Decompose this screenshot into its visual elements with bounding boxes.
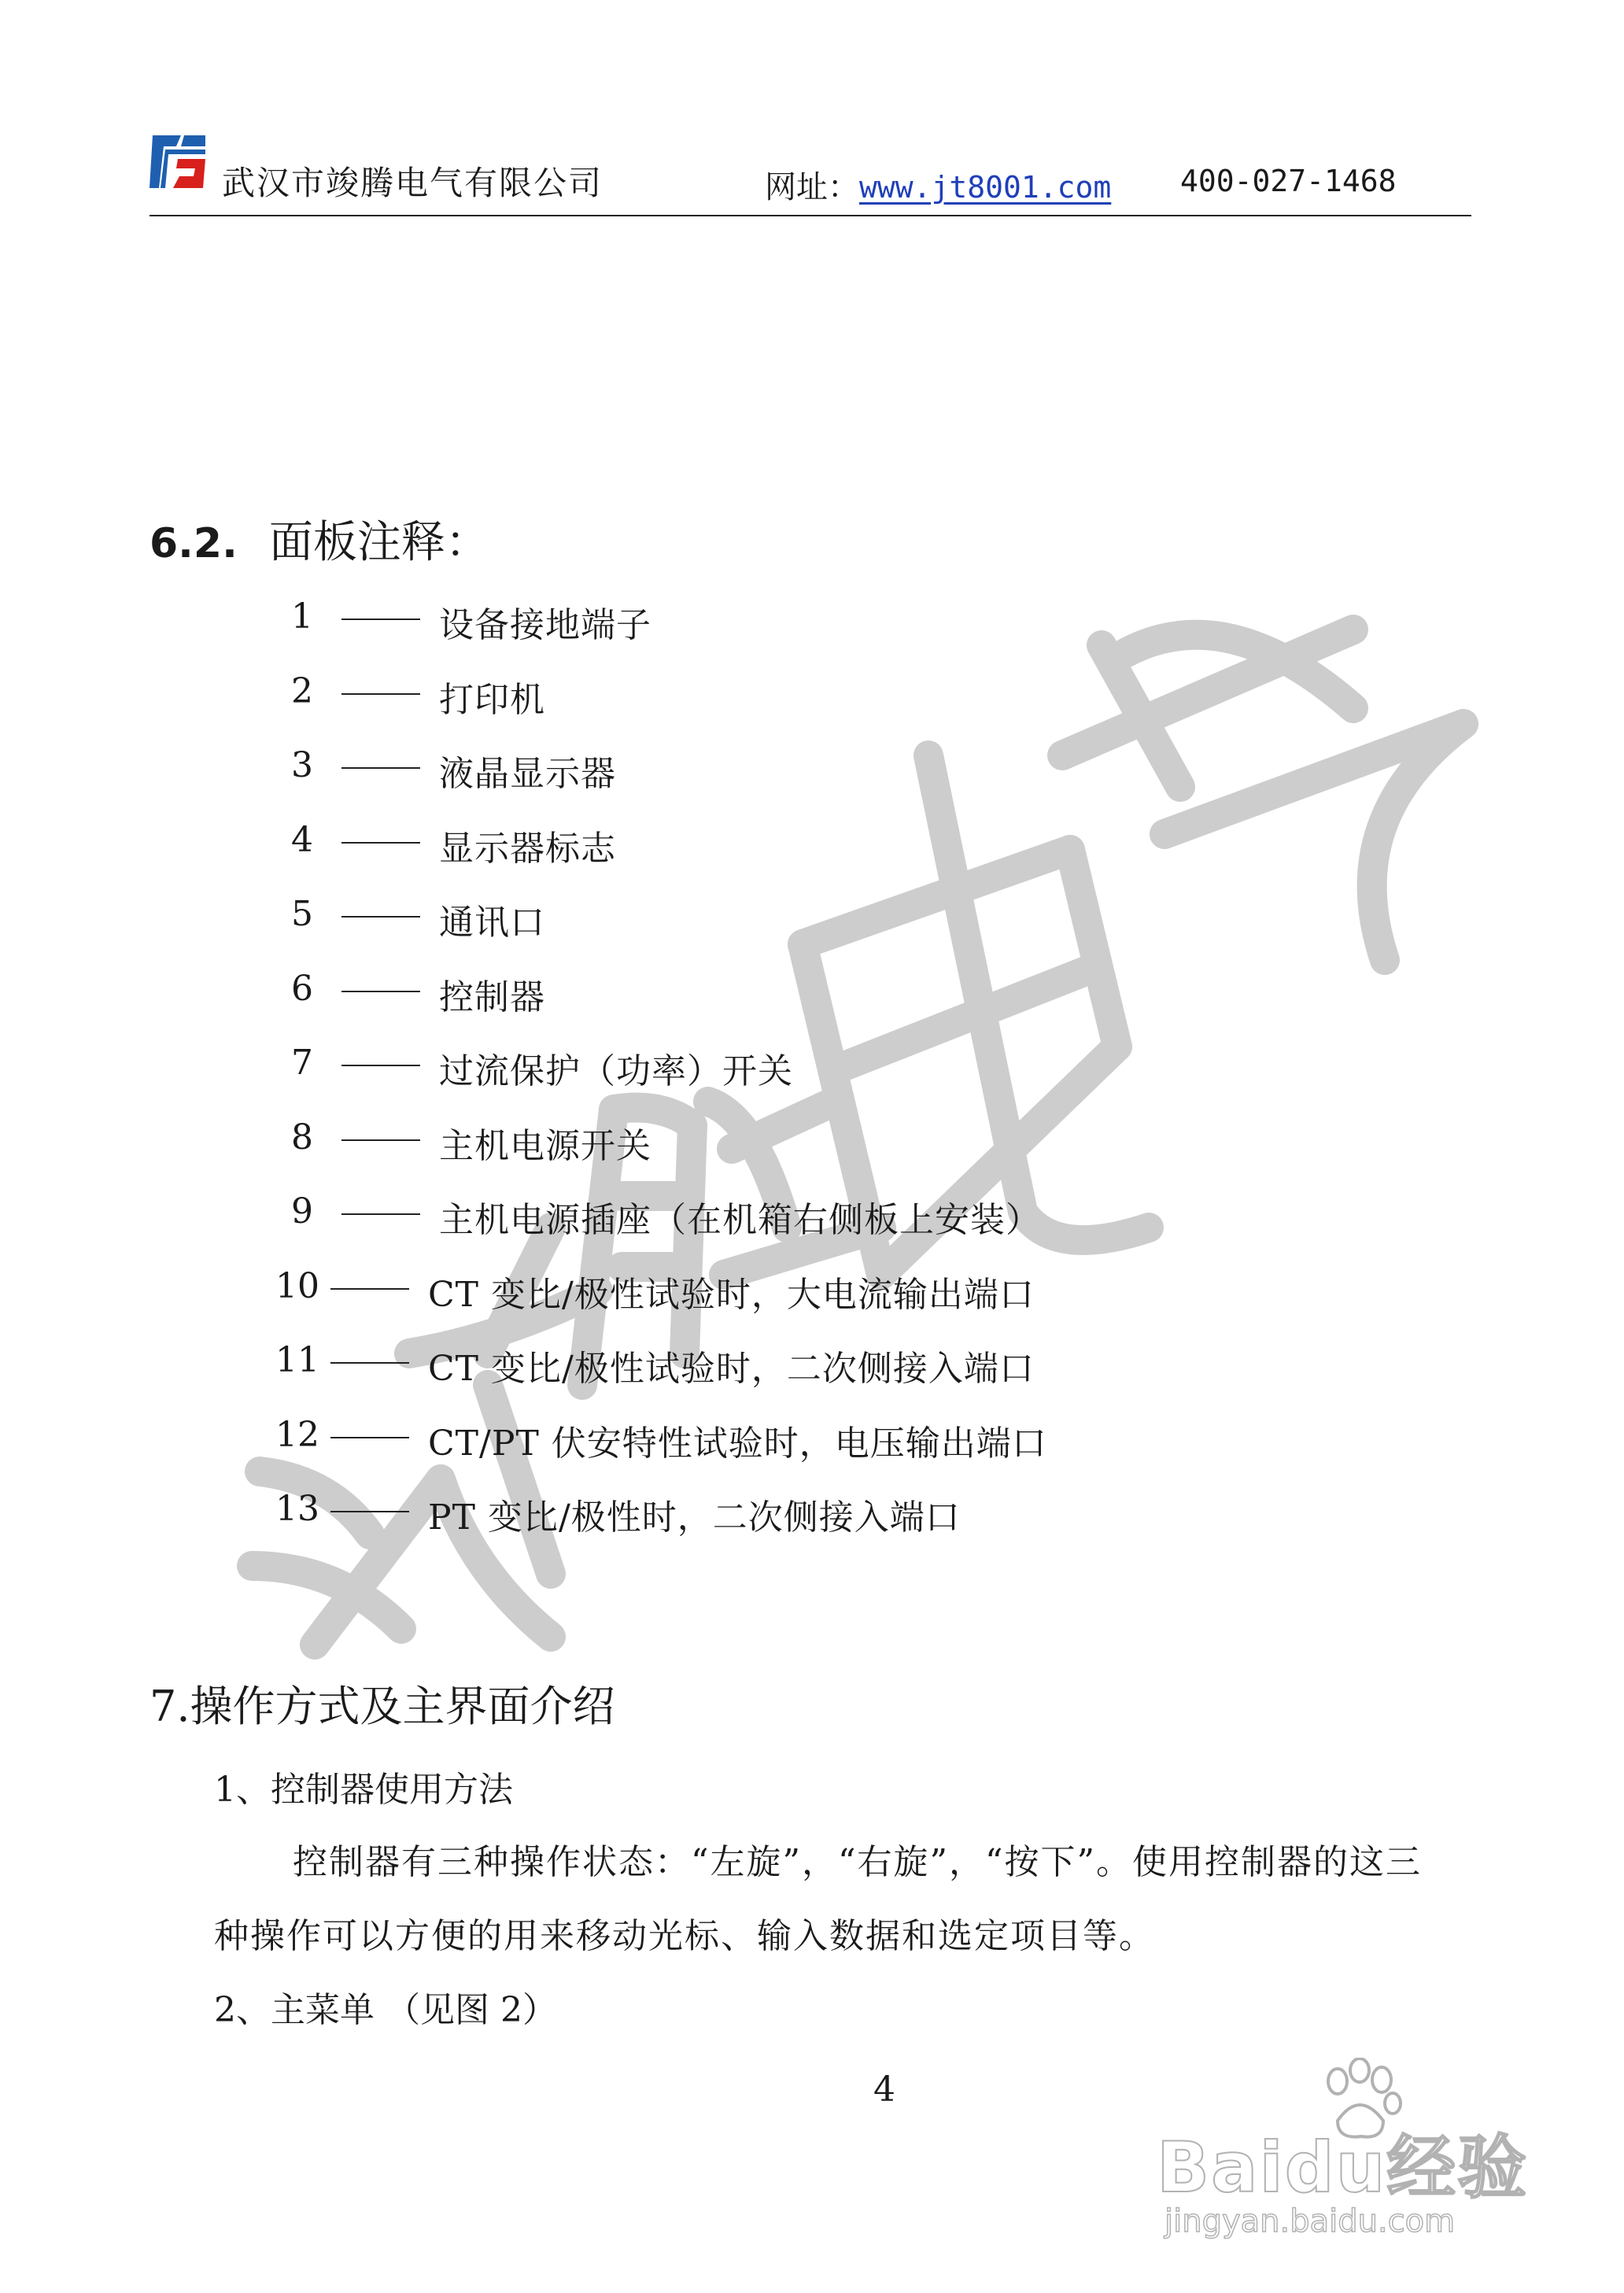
page-number: 4	[873, 2070, 895, 2110]
list-item	[291, 745, 1047, 820]
legend-number: 6	[291, 968, 313, 1009]
legend-text: 打印机	[439, 679, 545, 720]
list-item	[275, 1414, 1047, 1490]
legend-number: 9	[291, 1191, 313, 1231]
legend-text: 通讯口	[439, 903, 545, 943]
subsection-main-menu: 2、主菜单 （见图 2）	[214, 1990, 557, 2030]
legend-text: 主机电源开关	[439, 1125, 651, 1166]
website-label-text: 网址：	[765, 169, 859, 205]
legend-dash	[341, 916, 420, 918]
legend-dash	[341, 693, 420, 695]
phone-number: 400-027-1468	[1180, 164, 1397, 198]
legend-dash	[330, 1288, 409, 1290]
legend-number: 4	[291, 819, 313, 860]
legend-text: CT 变比/极性试验时，大电流输出端口	[428, 1274, 1035, 1315]
chapter-heading: 7.操作方式及主界面介绍	[149, 1682, 615, 1731]
list-item	[291, 969, 1047, 1043]
legend-dash	[341, 618, 420, 620]
list-item	[275, 1340, 1047, 1415]
list-item	[291, 820, 1047, 895]
legend-number: 8	[291, 1117, 313, 1158]
legend-dash	[341, 842, 420, 844]
legend-dash	[341, 767, 420, 769]
legend-number: 13	[275, 1489, 319, 1529]
header-divider	[149, 215, 1471, 216]
list-item	[275, 1265, 1047, 1341]
legend-text: 过流保护（功率）开关	[439, 1051, 793, 1091]
legend-number: 11	[275, 1340, 319, 1380]
list-item	[275, 1489, 1047, 1564]
legend-dash	[341, 1065, 420, 1066]
legend-text: 设备接地端子	[439, 605, 651, 645]
company-logo-icon	[149, 132, 209, 191]
legend-number: 5	[291, 894, 313, 934]
list-item	[291, 596, 1047, 671]
list-item	[291, 1043, 1047, 1117]
legend-text: 液晶显示器	[439, 754, 616, 794]
legend-number: 10	[275, 1265, 319, 1306]
company-name: 武汉市竣腾电气有限公司	[222, 164, 603, 202]
legend-number: 12	[275, 1414, 319, 1455]
list-item	[291, 894, 1047, 969]
subsection-controller-usage: 1、控制器使用方法	[214, 1770, 513, 1810]
legend-text: 控制器	[439, 977, 545, 1017]
legend-dash	[341, 1139, 420, 1141]
website-label	[765, 162, 1111, 207]
website-link[interactable]: www.jt8001.com	[859, 170, 1112, 205]
legend-text: 显示器标志	[439, 828, 616, 869]
baidu-watermark	[1157, 2058, 1566, 2262]
section-title-text: 面板注释：	[268, 517, 489, 568]
legend-number: 2	[291, 670, 313, 711]
legend-dash	[330, 1437, 409, 1438]
section-dot: .	[222, 520, 238, 567]
paragraph-line: 种操作可以方便的用来移动光标、输入数据和选定项目等。	[214, 1916, 1155, 1956]
legend-text: CT 变比/极性试验时，二次侧接入端口	[428, 1349, 1035, 1389]
legend-dash	[330, 1511, 409, 1512]
section-heading	[149, 508, 489, 570]
legend-number: 1	[291, 596, 313, 637]
list-item	[291, 1117, 1047, 1192]
legend-number: 7	[291, 1043, 313, 1083]
legend-number: 3	[291, 745, 313, 785]
paragraph-line: 控制器有三种操作状态：“左旋”，“右旋”，“按下”。使用控制器的这三	[293, 1842, 1422, 1882]
legend-dash	[341, 1213, 420, 1215]
baidu-brand-text: Baidu经验	[1157, 2127, 1529, 2208]
baidu-url-text: jingyan.baidu.com	[1164, 2203, 1456, 2239]
legend-text: 主机电源插座（在机箱右侧板上安装）	[439, 1200, 1041, 1240]
legend-text: CT/PT 伏安特性试验时，电压输出端口	[428, 1423, 1047, 1464]
panel-legend-list	[275, 596, 1047, 1564]
section-number: 6.2	[149, 520, 223, 567]
list-item	[291, 1191, 1047, 1266]
legend-dash	[341, 991, 420, 992]
page-header	[149, 132, 1471, 217]
legend-dash	[330, 1362, 409, 1364]
list-item	[291, 671, 1047, 746]
legend-text: PT 变比/极性时，二次侧接入端口	[428, 1497, 961, 1538]
